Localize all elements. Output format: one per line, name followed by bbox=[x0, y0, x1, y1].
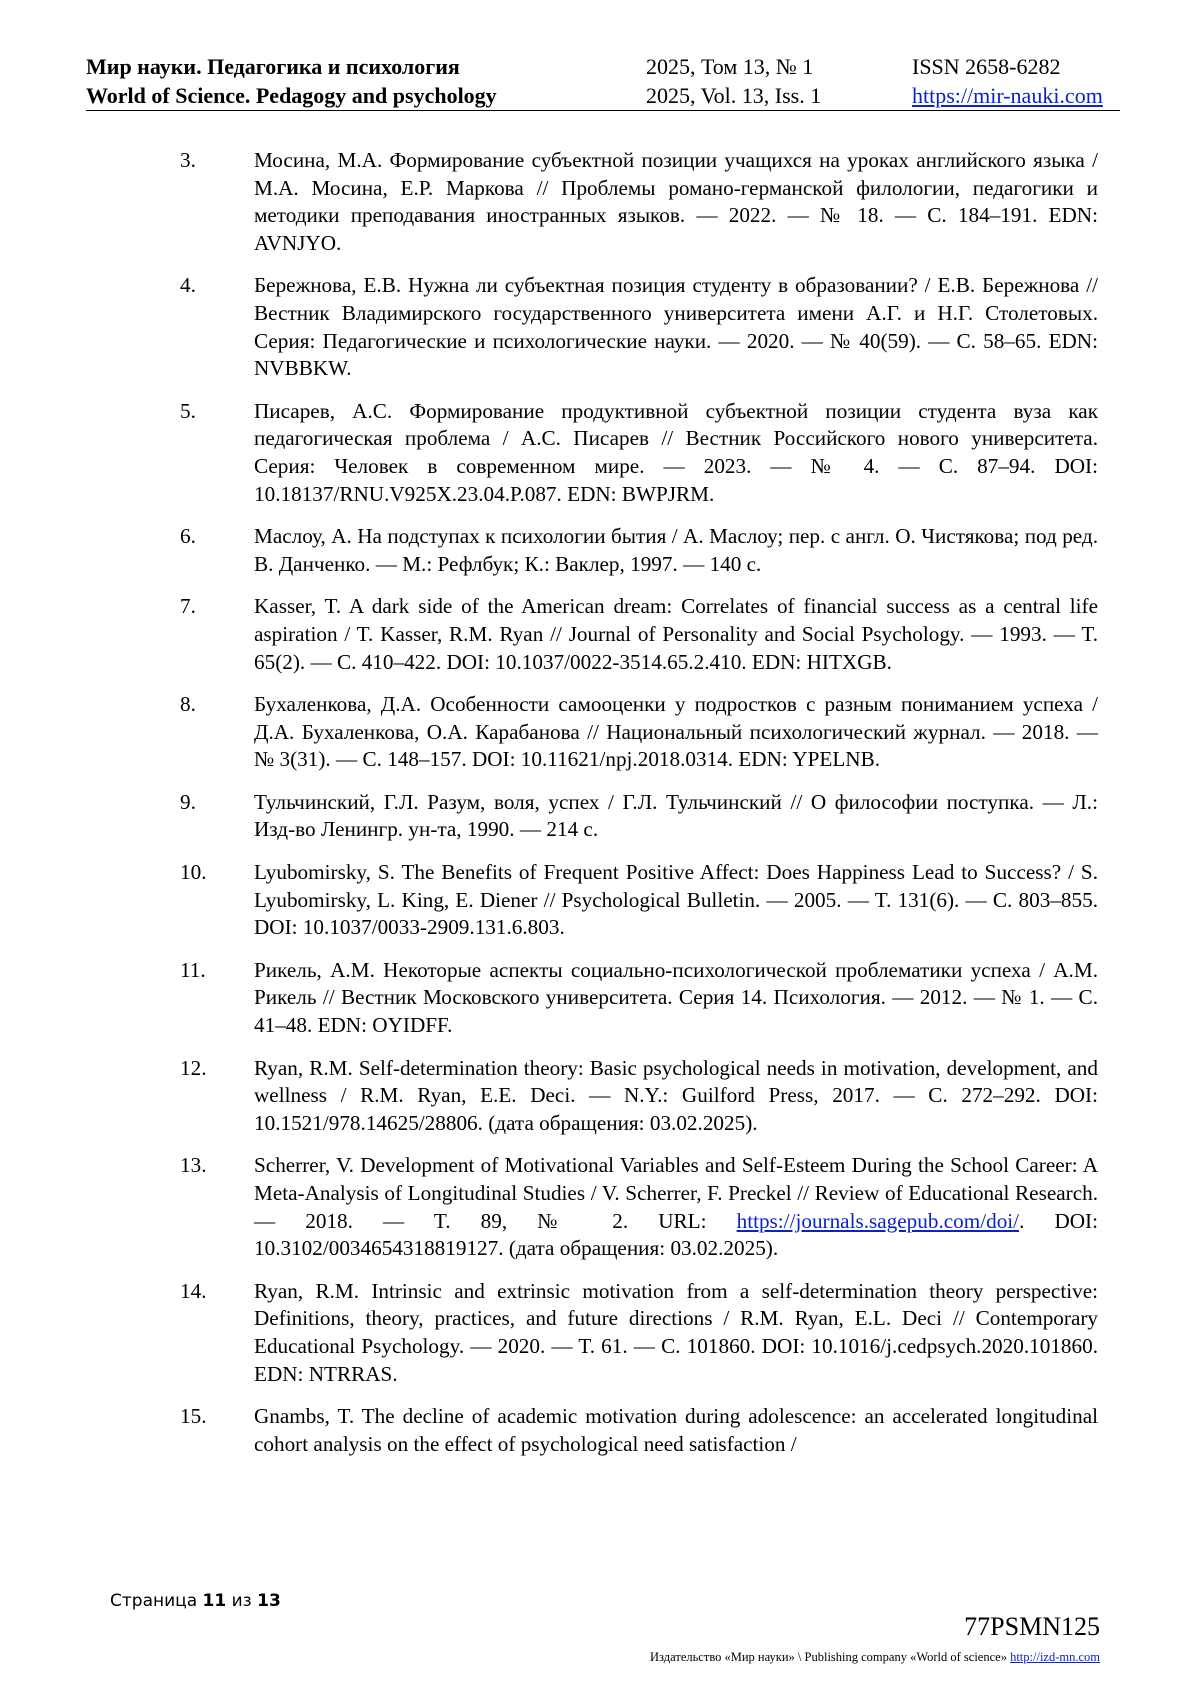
reference-item bbox=[180, 523, 1098, 578]
journal-title-en: World of Science. Pedagogy and psychology bbox=[86, 83, 497, 108]
reference-number: 7. bbox=[180, 594, 196, 619]
issue-ru: 2025, Том 13, № 1 bbox=[646, 54, 814, 79]
article-code: 77PSMN125 bbox=[964, 1612, 1100, 1641]
reference-item bbox=[180, 859, 1098, 942]
page-total: 13 bbox=[257, 1591, 281, 1611]
reference-text: Gnambs, T. The decline of academic motivation during adolescence: an accelerated longitudinal cohort analysis on the effect of psychological need satisfaction / bbox=[254, 1404, 1098, 1456]
reference-text: Писарев, А.С. Формирование продуктивной субъектной позиции студента вуза как педагогическая проблема / А.С. Писарев // Вестник Российского нового университета. Серия: Человек в современном мире. — 2023. — № 4. — С. 87–94. DOI: 10.18137/RNU.V925X.23.04.P.087. EDN: BWPJRM. bbox=[254, 398, 1098, 506]
page-header bbox=[86, 52, 1120, 111]
page-number bbox=[110, 1591, 281, 1611]
reference-number: 4. bbox=[180, 273, 196, 298]
reference-number: 11. bbox=[180, 957, 206, 982]
page-of: из bbox=[231, 1591, 252, 1611]
reference-item bbox=[180, 789, 1098, 844]
reference-text bbox=[254, 1152, 1098, 1262]
reference-item bbox=[180, 1403, 1098, 1458]
reference-text: Бережнова, Е.В. Нужна ли субъектная позиция студенту в образовании? / Е.В. Бережнова // Вестник Владимирского государственного университета имени А.Г. и Н.Г. Столетовых. Серия: Педагогические и психологические науки. — 2020. — № 40(59). — С. 58–65. EDN: NVBBKW. bbox=[254, 273, 1098, 381]
reference-text: Kasser, T. A dark side of the American dream: Correlates of financial success as a central life aspiration / T. Kasser, R.M. Ryan // Journal of Personality and Social Psychology. — 1993. — T. 65(2). — C. 410–422. DOI: 10.1037/0022-3514.65.2.410. EDN: HITXGB. bbox=[254, 594, 1098, 674]
issn-block bbox=[912, 52, 1103, 110]
publisher-line bbox=[650, 1650, 1100, 1665]
reference-item bbox=[180, 272, 1098, 382]
reference-item bbox=[180, 398, 1098, 508]
journal-title-ru: Мир науки. Педагогика и психология bbox=[86, 54, 460, 79]
reference-text: Рикель, А.М. Некоторые аспекты социально-психологической проблематики успеха / А.М. Рикель // Вестник Московского университета. Серия 14. Психология. — 2012. — № 1. — С. 41–48. EDN: OYIDFF. bbox=[254, 957, 1098, 1038]
reference-item bbox=[180, 1055, 1098, 1138]
reference-item bbox=[180, 1152, 1098, 1262]
reference-item bbox=[180, 593, 1098, 676]
journal-url-link[interactable]: https://mir-nauki.com bbox=[912, 83, 1103, 108]
reference-number: 6. bbox=[180, 524, 196, 549]
reference-number: 8. bbox=[180, 692, 196, 717]
reference-text: Маслоу, А. На подступах к психологии бытия / А. Маслоу; пер. с англ. О. Чистякова; под ред. В. Данченко. — М.: Рефлбук; К.: Ваклер, 1997. — 140 с. bbox=[254, 524, 1098, 576]
issn: ISSN 2658-6282 bbox=[912, 54, 1061, 79]
reference-number: 5. bbox=[180, 398, 196, 423]
issue-info bbox=[646, 52, 821, 110]
page-label: Страница bbox=[110, 1591, 198, 1611]
reference-list bbox=[180, 147, 1098, 1473]
reference-number: 15. bbox=[180, 1404, 207, 1429]
reference-text: Lyubomirsky, S. The Benefits of Frequent Positive Affect: Does Happiness Lead to Success? / S. Lyubomirsky, L. King, E. Diener // Psychological Bulletin. — 2005. — T. 131(6). — C. 803–855. DOI: 10.1037/0033-2909.131.6.803. bbox=[254, 860, 1098, 940]
reference-text: Мосина, М.А. Формирование субъектной позиции учащихся на уроках английского языка / М.А. Мосина, Е.Р. Маркова // Проблемы романо-германской филологии, педагогики и методики преподавания иностранных языков. — 2022. — № 18. — С. 184–191. EDN: AVNJYO. bbox=[254, 148, 1098, 255]
reference-number: 14. bbox=[180, 1278, 207, 1303]
reference-number: 10. bbox=[180, 860, 207, 885]
sagepub-link[interactable]: https://journals.sagepub.com/doi/ bbox=[736, 1208, 1020, 1233]
reference-item bbox=[180, 691, 1098, 774]
issue-en: 2025, Vol. 13, Iss. 1 bbox=[646, 83, 822, 108]
reference-number: 12. bbox=[180, 1055, 207, 1080]
publisher-link[interactable]: http://izd-mn.com bbox=[1010, 1650, 1100, 1664]
reference-item bbox=[180, 957, 1098, 1040]
reference-number: 3. bbox=[180, 148, 196, 172]
reference-text: Ryan, R.M. Self-determination theory: Basic psychological needs in motivation, development, and wellness / R.M. Ryan, E.E. Deci. — N.Y.: Guilford Press, 2017. — C. 272–292. DOI: 10.1521/978.14625/28806. (дата обращения: 03.02.2025). bbox=[254, 1055, 1098, 1135]
reference-text: Бухаленкова, Д.А. Особенности самооценки у подростков с разным пониманием успеха / Д.А. Бухаленкова, О.А. Карабанова // Национальный психологический журнал. — 2018. — № 3(31). — С. 148–157. DOI: 10.11621/npj.2018.0314. EDN: YPELNB. bbox=[254, 692, 1098, 772]
reference-text: Тульчинский, Г.Л. Разум, воля, успех / Г.Л. Тульчинский // О философии поступка. — Л.: Изд-во Ленингр. ун-та, 1990. — 214 с. bbox=[254, 789, 1098, 842]
reference-number: 13. bbox=[180, 1153, 207, 1178]
journal-title bbox=[86, 52, 497, 110]
reference-item bbox=[180, 1278, 1098, 1388]
reference-number: 9. bbox=[180, 789, 196, 814]
reference-text-after-link: . DOI: 10.3102/0034654318819127. (дата обращения: 03.02.2025). bbox=[254, 1208, 1098, 1261]
reference-text: Ryan, R.M. Intrinsic and extrinsic motivation from a self-determination theory perspective: Definitions, theory, practices, and future directions / R.M. Ryan, E.L. Deci // Contemporary Educational Psychology. — 2020. — T. 61. — C. 101860. DOI: 10.1016/j.cedpsych.2020.101860. EDN: NTRRAS. bbox=[254, 1278, 1098, 1386]
reference-text-before-link: Scherrer, V. Development of Motivational Variables and Self-Esteem During the School Career: A Meta-Analysis of Longitudinal Studies / V. Scherrer, F. Preckel // Review of Educational Research. — 2018. — T. 89, № 2. URL: bbox=[254, 1153, 1098, 1233]
publisher-text: Издательство «Мир науки» \ Publishing company «World of science» bbox=[650, 1650, 1011, 1664]
reference-item bbox=[180, 147, 1098, 257]
page-current: 11 bbox=[202, 1591, 227, 1611]
